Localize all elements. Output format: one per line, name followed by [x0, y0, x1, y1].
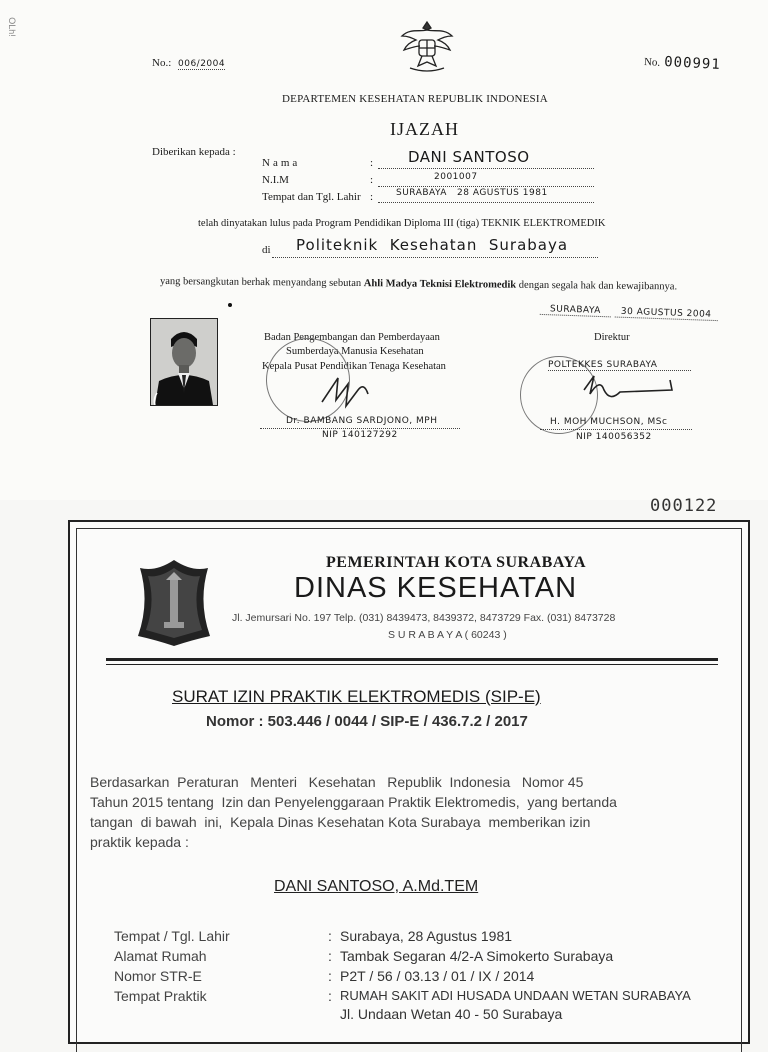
issue-date-value: 30 AGUSTUS 2004 — [615, 307, 718, 322]
left-sign-name: Dr. BAMBANG SARDJONO, MPH — [286, 416, 438, 426]
entitled-title: Ahli Madya Teknisi Elektromedik — [363, 278, 517, 291]
left-sign-line1: Badan Pengembangan dan Pemberdayaan — [264, 332, 440, 343]
garuda-emblem-icon — [396, 16, 458, 76]
right-signature-icon — [580, 368, 680, 408]
ijazah-title: IJAZAH — [390, 119, 459, 139]
detail-colon: : — [328, 948, 332, 964]
paragraph-line-2: Tahun 2015 tentang Izin dan Penyelenggaraan Praktik Elektromedis, yang bertanda — [90, 794, 617, 810]
student-photo — [150, 318, 218, 406]
left-sign-name-line — [260, 414, 460, 429]
detail-row-birth — [114, 928, 734, 948]
entitled-text-a: yang bersangkutan berhak menyandang sebutan — [159, 276, 364, 290]
left-sign-line3: Kepala Pusat Pendidikan Tenaga Kesehatan — [262, 361, 446, 372]
surabaya-emblem-icon — [136, 558, 212, 648]
field-label-birth: Tempat dan Tgl. Lahir — [262, 191, 361, 203]
given-to-label: Diberikan kepada : — [152, 146, 236, 158]
detail-key: Alamat Rumah — [114, 948, 207, 964]
field-label-name: Nama — [262, 157, 301, 169]
agency-address: Jl. Jemursari No. 197 Telp. (031) 8439473, 8439372, 8473729 Fax. (031) 8473728 — [232, 612, 616, 624]
field-value-name — [378, 146, 594, 169]
agency-heading: DINAS KESEHATAN — [294, 572, 578, 604]
field-value-nim — [378, 170, 594, 187]
gov-heading: PEMERINTAH KOTA SURABAYA — [326, 554, 587, 571]
sip-document — [68, 520, 750, 1044]
detail-colon: : — [328, 988, 332, 1004]
issue-date — [540, 298, 718, 322]
paragraph-line-1: Berdasarkan Peraturan Menteri Kesehatan Republik Indonesia Nomor 45 — [90, 774, 584, 790]
ijazah-no-right — [644, 52, 722, 74]
detail-value: Tambak Segaran 4/2-A Simokerto Surabaya — [340, 948, 614, 964]
no-right-label: No. — [643, 55, 661, 69]
student-name: DANI SANTOSO — [408, 148, 530, 166]
left-signature-icon — [318, 372, 378, 412]
detail-row-str — [114, 968, 734, 988]
right-stamp-text: POLTEKKES SURABAYA — [548, 360, 691, 371]
left-sign-nip: NIP 140127292 — [322, 430, 398, 440]
no-right-value: 000991 — [663, 54, 722, 73]
paragraph-line-3: tangan di bawah ini, Kepala Dinas Kesehatan Kota Surabaya memberikan izin — [90, 814, 591, 830]
ijazah-document — [0, 0, 768, 516]
at-label: di — [262, 244, 271, 256]
detail-value: Surabaya, 28 Agustus 1981 — [340, 928, 513, 944]
field-colon-nim: : — [370, 174, 374, 186]
detail-row-practice-address — [114, 1006, 734, 1026]
issue-place: SURABAYA — [540, 304, 611, 317]
right-sign-name: H. MOH MUCHSON, MSc — [550, 417, 668, 427]
field-value-birth — [378, 186, 594, 203]
margin-note: OLh! — [6, 17, 17, 37]
detail-key: Nomor STR-E — [114, 968, 202, 984]
detail-row-practice — [114, 988, 734, 1008]
portrait-icon — [151, 319, 217, 405]
student-nim: 2001007 — [434, 172, 478, 182]
student-birth: SURABAYA 28 AGUSTUS 1981 — [396, 188, 548, 198]
permit-number: Nomor : 503.446 / 0044 / SIP-E / 436.7.2 / 2017 — [206, 713, 528, 730]
bullet-dot — [228, 303, 232, 307]
entitled-text — [160, 276, 677, 292]
bottom-serial-number: 000122 — [650, 496, 718, 516]
entitled-text-c: dengan segala hak dan kewajibannya. — [516, 279, 678, 293]
detail-value-cont: Jl. Undaan Wetan 40 - 50 Surabaya — [340, 1006, 563, 1022]
right-sign-title: Direktur — [594, 332, 630, 343]
institution-line — [272, 236, 598, 258]
ijazah-no-left — [152, 57, 225, 69]
no-left-label: No.: — [152, 57, 172, 69]
detail-colon: : — [328, 928, 332, 944]
right-sign-name-line — [540, 415, 692, 430]
detail-value: RUMAH SAKIT ADI HUSADA UNDAAN WETAN SURABAYA — [340, 988, 691, 1003]
field-colon-name: : — [370, 157, 374, 169]
no-left-value: 006/2004 — [178, 59, 226, 69]
passed-text: telah dinyatakan lulus pada Program Pendidikan Diploma III (tiga) TEKNIK ELEKTROMEDIK — [198, 218, 606, 229]
header-rule-thin — [106, 664, 718, 665]
left-sign-line2: Sumberdaya Manusia Kesehatan — [286, 346, 424, 357]
field-colon-birth: : — [370, 191, 374, 203]
institution-name: Politeknik Kesehatan Surabaya — [296, 236, 569, 254]
detail-colon: : — [328, 968, 332, 984]
detail-key: Tempat Praktik — [114, 988, 207, 1004]
field-label-nim: N.I.M — [262, 174, 289, 186]
recipient-name: DANI SANTOSO, A.Md.TEM — [274, 878, 479, 895]
header-rule-thick — [106, 658, 718, 661]
permit-title: SURAT IZIN PRAKTIK ELEKTROMEDIS (SIP-E) — [172, 687, 541, 706]
permit-paragraph — [90, 772, 690, 852]
detail-value: P2T / 56 / 03.13 / 01 / IX / 2014 — [340, 968, 535, 984]
detail-key: Tempat / Tgl. Lahir — [114, 928, 230, 944]
agency-city: S U R A B A Y A ( 60243 ) — [388, 629, 507, 641]
detail-row-address — [114, 948, 734, 968]
department-heading: DEPARTEMEN KESEHATAN REPUBLIK INDONESIA — [282, 93, 548, 105]
paragraph-line-4: praktik kepada : — [90, 834, 189, 850]
right-sign-nip: NIP 140056352 — [576, 432, 652, 442]
